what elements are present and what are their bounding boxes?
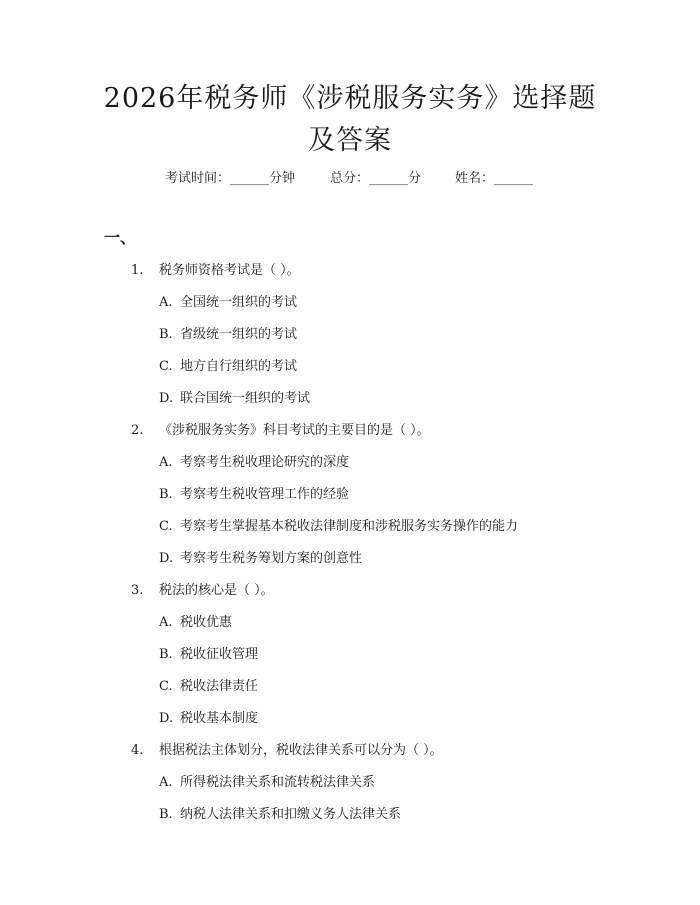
option-text: 省级统一组织的考试 [180,327,298,342]
question-text: 税务师资格考试是（ ）。 [159,263,300,278]
option-text: 地方自行组织的考试 [180,359,298,374]
question-number: 2. [131,423,144,438]
option-letter: C. [159,519,173,534]
option-letter: C. [159,679,173,694]
question-number: 1. [131,263,144,278]
option-text: 考察考生税收理论研究的深度 [180,455,350,470]
option-letter: D. [159,711,174,726]
option-text: 联合国统一组织的考试 [180,391,311,406]
option-text: 考察考生税收管理工作的经验 [180,487,350,502]
option-letter: D. [159,391,174,406]
option-text: 考察考生掌握基本税收法律制度和涉税服务实务操作的能力 [180,519,519,534]
option-text: 纳税人法律关系和扣缴义务人法律关系 [180,807,402,822]
option-letter: A. [159,775,173,790]
option-letter: B. [159,807,173,822]
section-heading: 一、 [104,228,137,247]
option-text: 税收基本制度 [180,711,259,726]
option-letter: A. [159,615,173,630]
option-text: 全国统一组织的考试 [180,295,298,310]
option-text: 税收征收管理 [180,647,259,662]
question-number: 3. [131,583,144,598]
question-text: 税法的核心是（ ）。 [159,583,274,598]
option-text: 税收法律责任 [180,679,259,694]
question-number: 4. [131,743,144,758]
question-text: 《涉税服务实务》科目考试的主要目的是（ ）。 [159,423,430,438]
option-text: 考察考生税务筹划方案的创意性 [180,551,363,566]
option-letter: B. [159,487,173,502]
total-score-field: 总分：______分 [330,171,422,186]
option-letter: B. [159,327,173,342]
question-text: 根据税法主体划分，税收法律关系可以分为（ ）。 [159,743,443,758]
option-letter: B. [159,647,173,662]
page-title: 2026年税务师《涉税服务实务》选择题及答案 [103,83,597,156]
option-text: 税收优惠 [180,615,233,630]
exam-time-field: 考试时间：______分钟 [165,171,296,186]
option-letter: A. [159,295,173,310]
option-letter: C. [159,359,173,374]
option-letter: D. [159,551,174,566]
option-text: 所得税法律关系和流转税法律关系 [180,775,376,790]
option-letter: A. [159,455,173,470]
name-field: 姓名：______ [455,171,534,186]
